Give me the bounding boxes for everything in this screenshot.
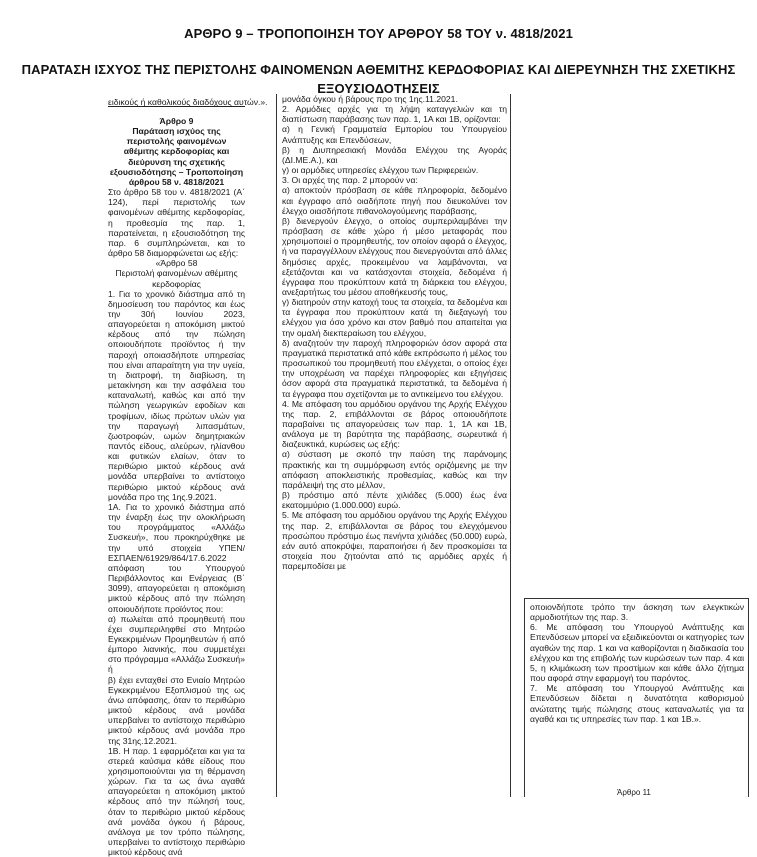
paragraph-1: 1. Για το χρονικό διάστημα από τη δημοσίευση του παρόντος και έως την 30ή Ιουνίου 2023, απαγορεύεται η αποκόμιση μικτού κέρδους από την πώληση οποιουδήποτε προϊόντος ή την παροχή οποιασδήποτε υπηρεσίας που είναι απαραίτητη για την υγεία, τη διατροφή, τη διαβίωση, τη μετακίνηση και την ασφάλεια του καταναλωτή, καθώς και από την πώληση γεωργικών εφοδίων και τροφίμων, ιδίως πρώτων υλών για την παραγωγή λιπασμάτων, ζωοτροφών, ωμών δημητριακών παντός είδους, αλεύρων, ηλίανθου και φυτικών ελαίων, όταν το περιθώριο μικτού κέρδους ανά μονάδα υπερβαίνει το αντίστοιχο περιθώριο μικτού κέρδους ανά μονάδα προ της 1ης.9.2021. (108, 288, 245, 502)
quoted-article-title: Περιστολή φαινομένων αθέμιτης κερδοφορίας (115, 268, 238, 289)
subtitle-line-1: ΠΑΡΑΤΑΣΗ ΙΣΧΥΟΣ ΤΗΣ ΠΕΡΙΣΤΟΛΗΣ ΦΑΙΝΟΜΕΝΩΝ ΑΘΕΜΙΤΗΣ ΚΕΡΔΟΦΟΡΙΑΣ ΚΑΙ ΔΙΕΡΕΥΝΗΣΗ ΤΗΣ ΣΧΕΤΙΚΗΣ (21, 62, 736, 77)
article-heading: Παράταση ισχύος της περιστολής φαινομένων αθέμιτης κερδοφορίας και διεύρυνση της σχετικής εξουσιοδότησης – Τροποποίηση άρθρου 58 ν. 4818/2021 (109, 126, 244, 187)
divider (108, 106, 245, 107)
article-number: Άρθρο 9 (159, 116, 194, 126)
paragraph-3: 3. Οι αρχές της παρ. 2 μπορούν να: (282, 175, 418, 186)
paragraph-6: 6. Με απόφαση του Υπουργού Ανάπτυξης και Επενδύσεων μπορεί να εξειδικεύονται οι κατηγορίες των αγαθών της παρ. 1 και να καθορίζονται η διαδικασία του ελέγχου και της επιβολής των κυρώσεων των παρ. 4 και 5, η κλιμάκωση των προστίμων και κάθε άλλο ζήτημα που αφορά στην εφαρμογή του παρόντος. (530, 622, 744, 684)
paragraph-1b: 1Β. Η παρ. 1 εφαρμόζεται και για τα στερεά καύσιμα κάθε είδους που χρησιμοποιούνται για τη θέρμανση χώρων. Για τα ως άνω αγαθά απαγορεύεται η αποκόμιση μικτού κέρδους από την πώλησή τους, όταν το περιθώριο μικτού κέρδους ανά μονάδα όγκου ή βάρους, ανάλογα με τον τρόπο πώλησης, υπερβαίνει το αντίστοιχο περιθώριο μικτού κέρδους ανά (108, 745, 245, 857)
paragraph-3a: α) αποκτούν πρόσβαση σε κάθε πληροφορία, δεδομένο και έγγραφο από οιαδήποτε πηγή που διευκολύνει τον έλεγχο οιασδήποτε πιθανολογούμενης παράβασης, (282, 185, 507, 216)
intro-paragraph: Στο άρθρο 58 του ν. 4818/2021 (Α΄ 124), περί περιστολής των φαινομένων αθέμιτης κερδοφορίας, η προθεσμία της παρ. 1, παρατείνεται, η εξουσιοδότηση της παρ. 6 συμπληρώνεται, και το άρθρο 58 διαμορφώνεται ως εξής: (108, 187, 245, 259)
paragraph-3d: δ) αναζητούν την παροχή πληροφοριών όσον αφορά στα πραγματικά περιστατικά από κάθε εκπρόσωπο ή μέλος του προσωπικού του προμηθευτή που ελέγχεται, ο οποίος έχει την υποχρέωση να παρέχει πληροφορίες και εξηγήσεις όσον αφορά στα πραγματικά περιστατικά, τα δεδομένα ή τα έγγραφα που σχετίζονται με το αντικείμενο του ελέγχου. (282, 337, 507, 399)
paragraph-4b: β) πρόστιμο από πέντε χιλιάδες (5.000) έως ένα εκατομμύριο (1.000.000) ευρώ. (282, 490, 507, 511)
paragraph-continued: μονάδα όγκου ή βάρους προ της 1ης.11.2021. (282, 94, 458, 104)
gazette-column-3 (524, 598, 749, 797)
paragraph-1a: 1Α. Για το χρονικό διάστημα από την έναρξη έως την ολοκλήρωση του προγράμματος «Αλλάζω Συσκευή», που προκηρύχθηκε με την υπό στοιχεία ΥΠΕΝ/ΕΣΠΑΕΝ/61929/864/17.6.2022 απόφαση του Υπουργού Περιβάλλοντος και Ενέργειας (Β΄ 3099), απαγορεύεται η αποκόμιση μικτού κέρδους από την πώληση οποιουδήποτε προϊόντος που: (108, 501, 245, 614)
gazette-column-1 (108, 94, 268, 857)
gazette-column-2 (276, 94, 511, 797)
paragraph-3c: γ) διατηρούν στην κατοχή τους τα στοιχεία, τα δεδομένα και τα έγγραφα που προκύπτουν κατά τη διεξαγωγή του ελέγχου για όσο χρόνο και στον βαθμό που απαιτείται για την ομαλή διεκπεραίωση του ελέγχου, (282, 297, 507, 338)
next-article-heading-partial: Άρθρο 11 (617, 788, 651, 797)
paragraph-7: 7. Με απόφαση του Υπουργού Ανάπτυξης και Επενδύσεων δίδεται η δυνατότητα καθορισμού ανώτατης τιμής πώλησης στους καταναλωτές για τα αγαθά και τις υπηρεσίες των παρ. 1 και 1Β.». (530, 683, 744, 724)
paragraph-1a-b: β) έχει ενταχθεί στο Ενιαίο Μητρώο Εγκεκριμένου Εξοπλισμού της ως άνω απόφασης, όταν το περιθώριο μικτού κέρδους ανά μονάδα υπερβαίνει το αντίστοιχο περιθώριο μικτού κέρδους ανά μονάδα προ της 31ης.12.2021. (108, 674, 245, 746)
paragraph-4: 4. Με απόφαση του αρμόδιου οργάνου της Αρχής Ελέγχου της παρ. 2, επιβάλλονται σε βάρος οποιουδήποτε παραβαίνει τις απαγορεύσεις των παρ. 1, 1Α και 1Β, ανάλογα με τη βαρύτητα της παράβασης, σωρευτικά ή διαζευκτικά, κυρώσεις ως εξής: (282, 398, 507, 450)
paragraph-2: 2. Αρμόδιες αρχές για τη λήψη καταγγελιών και τη διαπίστωση παράβασης των παρ. 1, 1Α και 1Β, ορίζονται: (282, 104, 507, 125)
paragraph-continued: οποιονδήποτε τρόπο την άσκηση των ελεγκτικών αρμοδιοτήτων της παρ. 3. (530, 602, 744, 623)
paragraph-2c: γ) οι αρμόδιες υπηρεσίες ελέγχου των Περιφερειών. (282, 165, 479, 176)
paragraph-2b: β) η Διυπηρεσιακή Μονάδα Ελέγχου της Αγοράς (ΔΙ.ΜΕ.Α.), και (282, 144, 507, 165)
partial-text-line: ειδικούς ή καθολικούς διαδόχους αυτών.». (108, 97, 268, 107)
page-title: ΑΡΘΡΟ 9 – ΤΡΟΠΟΠΟΙΗΣΗ ΤΟΥ ΑΡΘΡΟΥ 58 ΤΟΥ ν. 4818/2021 (184, 26, 573, 41)
paragraph-1a-a: α) πωλείται από προμηθευτή που έχει συμπεριληφθεί στο Μητρώο Εγκεκριμένων Προμηθευτών ή από έμπορο λιανικής, που συμμετέχει στο πρόγραμμα «Αλλάζω Συσκευή» ή (108, 613, 245, 675)
quoted-article-number: «Άρθρο 58 (155, 258, 198, 269)
paragraph-5: 5. Με απόφαση του αρμόδιου οργάνου της Αρχής Ελέγχου της παρ. 2, επιβάλλονται σε βάρος του ελεγχόμενου προσώπου πρόστιμο έως πενήντα χιλιάδες (50.000) ευρώ, εάν αυτό αποκρύψει, παραποιήσει ή δεν προσκομίσει τα στοιχεία που ζητούνται από τις αρμόδιες αρχές ή παρεμποδίσει με (282, 510, 507, 572)
paragraph-3b: β) διενεργούν έλεγχο, ο οποίος συμπεριλαμβάνει την πρόσβαση σε κάθε χώρο ή μέσο μεταφοράς που χρησιμοποιεί ο προμηθευτής, τον οποίον αφορά ο έλεγχος, ή να παραγγέλλουν ελέγχους που διενεργούνται από άλλες δημόσιες αρχές, προκειμένου να λαμβάνονται, να εξετάζονται και να κατάσχονται στοιχεία, δεδομένα ή έγγραφα που προκύπτουν κατά τη διάρκεια του ελέγχου, ανεξαρτήτως του μέσου αποθήκευσής τους, (282, 215, 507, 297)
paragraph-4a: α) σύσταση με σκοπό την παύση της παράνομης πρακτικής και τη συμμόρφωση εντός οριζόμενης με την απόφαση αποκλειστικής προθεσμίας, καθώς και την παράλειψή της στο μέλλον, (282, 449, 507, 490)
paragraph-2a: α) η Γενική Γραμματεία Εμπορίου του Υπουργείου Ανάπτυξης και Επενδύσεων, (282, 124, 507, 145)
subtitle-line-2: ΕΞΟΥΣΙΟΔΟΤΗΣΕΙΣ (317, 81, 440, 96)
